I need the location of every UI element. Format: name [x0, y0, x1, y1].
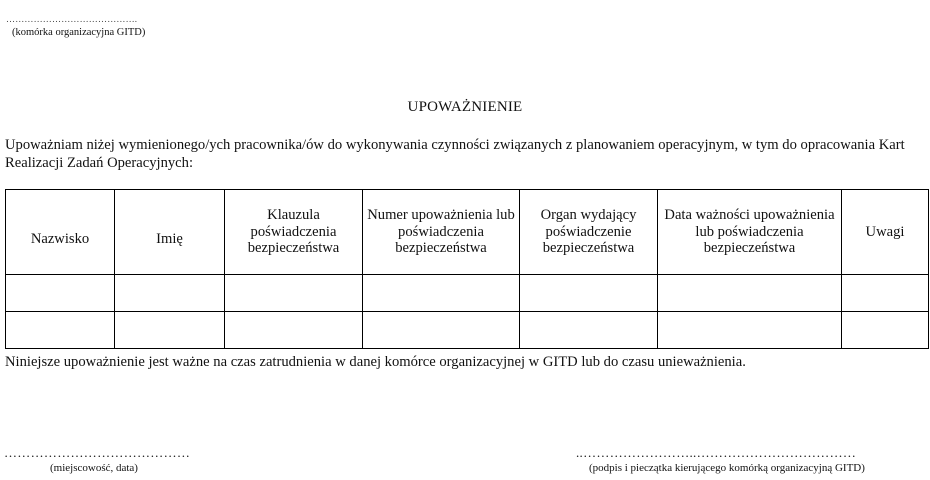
- table-cell[interactable]: [842, 275, 929, 312]
- header-imie: Imię: [115, 190, 225, 275]
- place-date-caption: (miejscowość, data): [50, 462, 138, 474]
- table-cell[interactable]: [115, 312, 225, 349]
- table-cell[interactable]: [658, 275, 842, 312]
- signature-caption: (podpis i pieczątka kierującego komórką organizacyjną GITD): [589, 462, 865, 474]
- table-cell[interactable]: [520, 312, 658, 349]
- table-header-row: [6, 190, 929, 275]
- intro-paragraph: Upoważniam niżej wymienionego/ych pracownika/ów do wykonywania czynności związanych z planowaniem operacyjnym, w tym do opracowania Kart Realizacji Zadań Operacyjnych:: [5, 137, 905, 171]
- document-title: UPOWAŻNIENIE: [407, 99, 523, 115]
- table-cell[interactable]: [658, 312, 842, 349]
- header-klauzula: Klauzula poświadczenia bezpieczeństwa: [225, 190, 363, 275]
- header-numer: Numer upoważnienia lub poświadczenia bezpieczeństwa: [363, 190, 520, 275]
- header-uwagi: Uwagi: [842, 190, 929, 275]
- table-cell[interactable]: [225, 275, 363, 312]
- place-date-dots: ……………………………………: [4, 445, 191, 460]
- table-row: [6, 275, 929, 312]
- table-cell[interactable]: [842, 312, 929, 349]
- table-cell[interactable]: [363, 275, 520, 312]
- table-cell[interactable]: [520, 275, 658, 312]
- header-organ: Organ wydający poświadczenie bezpieczeństwa: [520, 190, 658, 275]
- table-cell[interactable]: [115, 275, 225, 312]
- validity-note: Niniejsze upoważnienie jest ważne na czas zatrudnienia w danej komórce organizacyjnej w GITD lub do czasu unieważnienia.: [5, 354, 746, 370]
- table-row: [6, 312, 929, 349]
- authorization-table: [5, 189, 929, 349]
- table-cell[interactable]: [6, 312, 115, 349]
- signature-dots: ..……………………..………………………………: [576, 445, 857, 460]
- table-cell[interactable]: [363, 312, 520, 349]
- table-cell[interactable]: [225, 312, 363, 349]
- table-cell[interactable]: [6, 275, 115, 312]
- org-unit-caption: (komórka organizacyjna GITD): [12, 27, 146, 38]
- header-data-waznosci: Data ważności upoważnienia lub poświadczenia bezpieczeństwa: [658, 190, 842, 275]
- org-unit-dots: …………………………………….: [6, 14, 138, 24]
- header-nazwisko: Nazwisko: [6, 190, 115, 275]
